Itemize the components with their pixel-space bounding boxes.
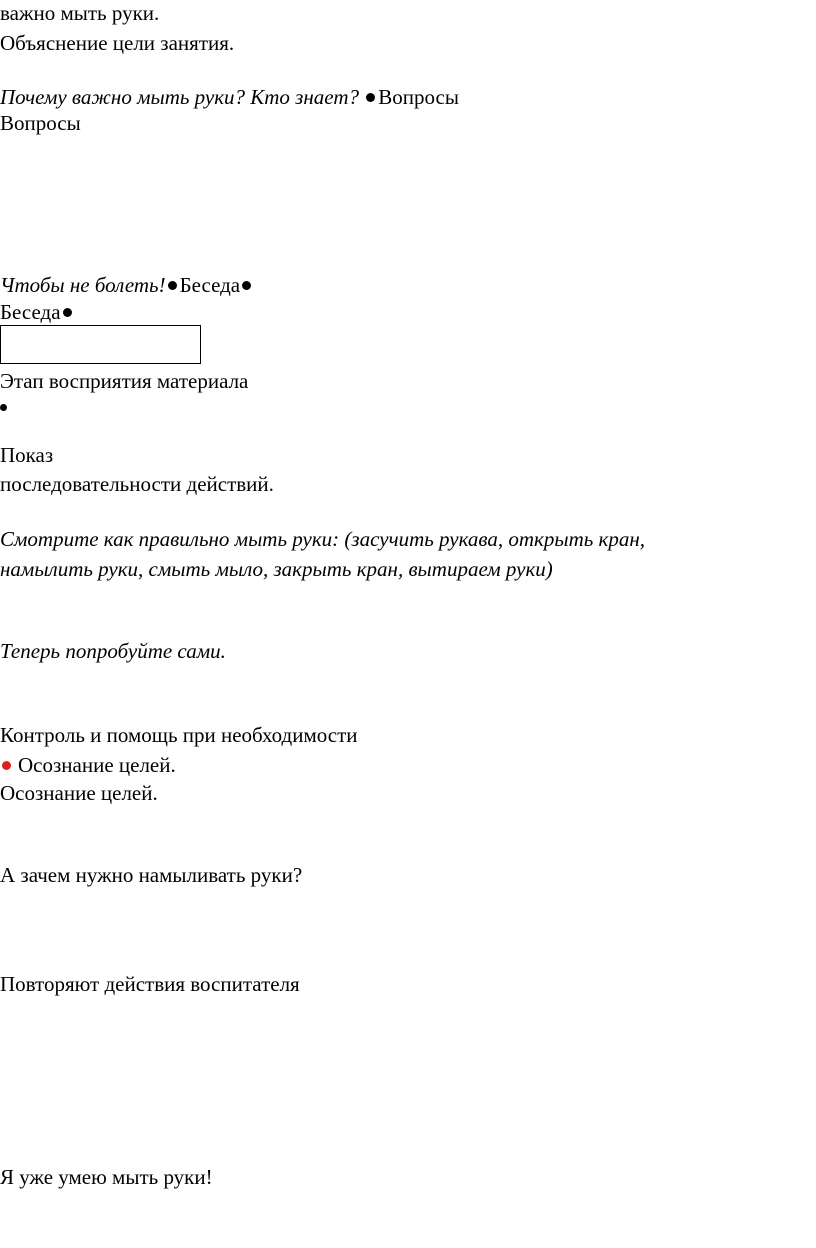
bullet-dot-icon (2, 761, 11, 770)
conversation-label: Беседа (179, 273, 241, 297)
bullet-dot-icon (63, 308, 72, 317)
answer-text: Чтобы не болеть! (0, 273, 166, 297)
conversation-label-repeat: Беседа (0, 300, 61, 324)
question-line (0, 84, 459, 110)
text-line-sequence: последовательности действий. (0, 472, 274, 496)
goals-line-repeat: Осознание целей. (0, 781, 158, 805)
instructions-line-2: намылить руки, смыть мыло, закрыть кран, вытираем руки) (0, 557, 553, 581)
text-line-show: Показ (0, 443, 54, 467)
questions-label-repeat: Вопросы (0, 111, 81, 135)
bullet-dot-icon (0, 404, 7, 411)
final-line: Я уже умею мыть руки! (0, 1165, 213, 1189)
repeat-actions-line: Повторяют действия воспитателя (0, 972, 300, 996)
goals-line (0, 752, 176, 778)
try-yourself-line: Теперь попробуйте сами. (0, 639, 226, 663)
text-line-1: важно мыть руки. (0, 1, 160, 25)
empty-frame (0, 325, 201, 364)
bullet-line (0, 393, 10, 419)
answer-line (0, 272, 254, 298)
text-line-2: Объяснение цели занятия. (0, 31, 235, 55)
conversation-line (0, 299, 75, 325)
stage-heading: Этап восприятия материала (0, 369, 249, 393)
bullet-dot-icon (366, 93, 375, 102)
control-line: Контроль и помощь при необходимости (0, 723, 358, 747)
instructions-line-1: Смотрите как правильно мыть руки: (засучить рукава, открыть кран, (0, 527, 646, 551)
questions-label: Вопросы (378, 85, 459, 109)
goals-text: Осознание целей. (18, 753, 176, 777)
question-text: Почему важно мыть руки? Кто знает? (0, 85, 359, 109)
bullet-dot-icon (242, 281, 251, 290)
question-soap-line: А зачем нужно намыливать руки? (0, 863, 303, 887)
bullet-dot-icon (168, 281, 177, 290)
